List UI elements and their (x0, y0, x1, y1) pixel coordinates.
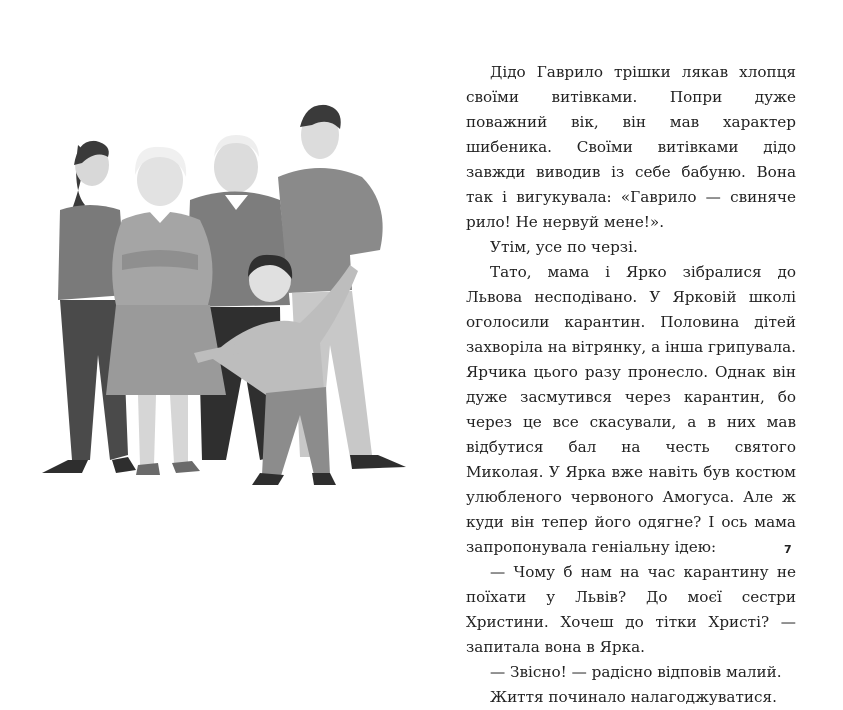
paragraph: — Чому б нам на час карантину не поїхати у Львів? До моєї сестри Христини. Хочеш до тітки Христі? — запитала вона в Ярка. (466, 563, 796, 656)
paragraph: Дідо Гаврило трішки лякав хлопця своїми витівками. Попри дуже поважний вік, він мав характер шибеника. Своїми витівками дідо завжди виводив із себе бабуню. Вона так і вигукувала: «Гаврило — свиняче рило! Не нервуй мене!». (466, 63, 796, 231)
paragraph: Тато, мама і Ярко зібралися до Львова несподівано. У Ярковій школі оголосили карантин. Половина дітей захворіла на вітрянку, а інша грипувала. Ярчика цього разу пронесло. Однак він дуже засмутився через карантин, бо через це все скасували, а в них мав відбутися бал на честь святого Миколая. У Ярка вже навіть був костюм улюбленого червоного Амогуса. Але ж куди він тепер його одягне? І ось мама запропонувала геніальну ідею: (466, 263, 796, 556)
paragraph: Утім, усе по черзі. (490, 238, 638, 256)
story-text (466, 60, 796, 710)
page-number: 7 (784, 543, 792, 556)
family-illustration (30, 95, 430, 505)
paragraph: Життя починало налагоджуватися. (490, 688, 777, 706)
paragraph: — Звісно! — радісно відповів малий. (490, 663, 782, 681)
